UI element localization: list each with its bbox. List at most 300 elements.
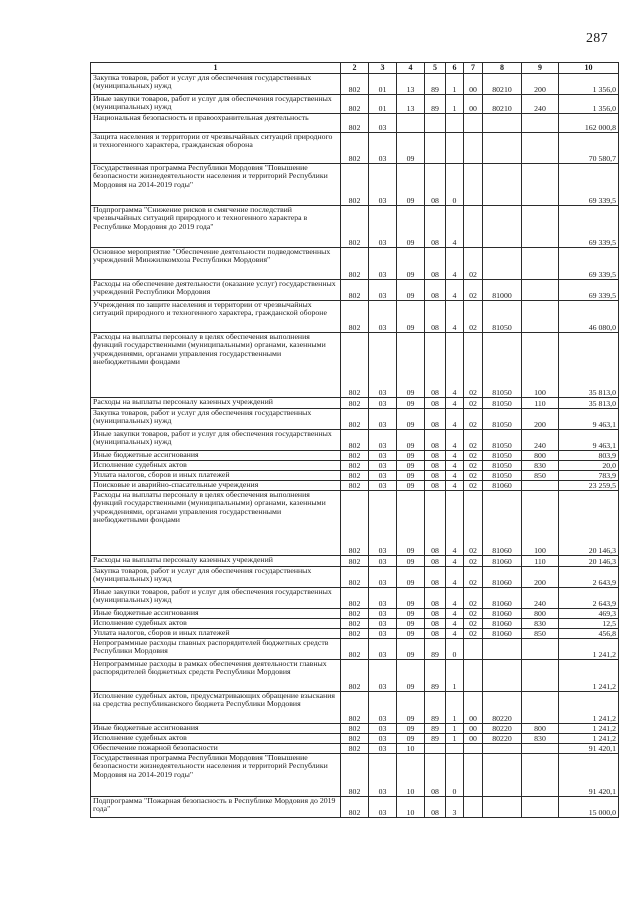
column-header: 7 xyxy=(464,63,483,74)
direction-cell xyxy=(483,248,522,280)
gl-code-cell: 802 xyxy=(341,206,369,248)
subsection-cell: 10 xyxy=(397,744,425,754)
item-name-cell: Расходы на выплаты персоналу в целях обеспечения выполнения функций государственными (муниципальными) органами, казенными учреждениями, органами управления государственными внебюджетными фондами xyxy=(91,333,341,398)
table-row xyxy=(91,471,619,481)
main-activity-cell: 02 xyxy=(464,629,483,639)
main-activity-cell: 02 xyxy=(464,609,483,619)
direction-cell: 81050 xyxy=(483,430,522,451)
amount-cell: 1 356,0 xyxy=(559,95,619,114)
section-cell: 03 xyxy=(369,114,397,133)
gl-code-cell: 802 xyxy=(341,248,369,280)
subprogram-cell: 3 xyxy=(446,797,464,818)
gl-code-cell: 802 xyxy=(341,639,369,660)
amount-cell: 20 146,3 xyxy=(559,491,619,556)
gl-code-cell: 802 xyxy=(341,95,369,114)
gl-code-cell: 802 xyxy=(341,588,369,609)
program-cell: 08 xyxy=(425,556,446,567)
item-name-cell: Уплата налогов, сборов и иных платежей xyxy=(91,471,341,481)
subprogram-cell: 4 xyxy=(446,609,464,619)
item-name-cell: Иные бюджетные ассигнования xyxy=(91,609,341,619)
section-cell: 03 xyxy=(369,619,397,629)
main-activity-cell xyxy=(464,754,483,797)
subsection-cell: 09 xyxy=(397,333,425,398)
section-cell: 03 xyxy=(369,491,397,556)
direction-cell: 81050 xyxy=(483,398,522,409)
section-cell: 03 xyxy=(369,744,397,754)
program-cell: 08 xyxy=(425,461,446,471)
subsection-cell: 09 xyxy=(397,451,425,461)
program-cell: 89 xyxy=(425,639,446,660)
amount-cell: 2 643,9 xyxy=(559,567,619,588)
expense-type-cell: 850 xyxy=(522,471,559,481)
section-cell: 03 xyxy=(369,301,397,333)
amount-cell: 9 463,1 xyxy=(559,409,619,430)
table-row xyxy=(91,744,619,754)
section-cell: 03 xyxy=(369,451,397,461)
subprogram-cell: 1 xyxy=(446,660,464,692)
table-row xyxy=(91,114,619,133)
table-row xyxy=(91,133,619,164)
amount-cell: 1 356,0 xyxy=(559,74,619,95)
table-row xyxy=(91,797,619,818)
subsection-cell xyxy=(397,114,425,133)
section-cell: 03 xyxy=(369,754,397,797)
direction-cell xyxy=(483,164,522,206)
gl-code-cell: 802 xyxy=(341,609,369,619)
section-cell: 03 xyxy=(369,734,397,744)
amount-cell: 91 420,1 xyxy=(559,744,619,754)
expense-type-cell xyxy=(522,133,559,164)
section-cell: 03 xyxy=(369,471,397,481)
subprogram-cell: 0 xyxy=(446,164,464,206)
subsection-cell: 09 xyxy=(397,471,425,481)
table-row xyxy=(91,567,619,588)
amount-cell: 456,8 xyxy=(559,629,619,639)
amount-cell: 162 000,8 xyxy=(559,114,619,133)
table-row xyxy=(91,430,619,451)
subsection-cell: 13 xyxy=(397,74,425,95)
program-cell: 08 xyxy=(425,609,446,619)
amount-cell: 69 339,5 xyxy=(559,206,619,248)
direction-cell: 81050 xyxy=(483,333,522,398)
expense-type-cell: 830 xyxy=(522,461,559,471)
column-header: 3 xyxy=(369,63,397,74)
main-activity-cell: 02 xyxy=(464,301,483,333)
gl-code-cell: 802 xyxy=(341,629,369,639)
table-row xyxy=(91,639,619,660)
item-name-cell: Исполнение судебных актов xyxy=(91,461,341,471)
column-header: 4 xyxy=(397,63,425,74)
expense-type-cell: 100 xyxy=(522,491,559,556)
subprogram-cell: 1 xyxy=(446,692,464,724)
subprogram-cell: 1 xyxy=(446,734,464,744)
direction-cell: 81050 xyxy=(483,451,522,461)
main-activity-cell xyxy=(464,744,483,754)
expense-type-cell xyxy=(522,754,559,797)
gl-code-cell: 802 xyxy=(341,754,369,797)
table-row xyxy=(91,95,619,114)
gl-code-cell: 802 xyxy=(341,660,369,692)
main-activity-cell: 02 xyxy=(464,556,483,567)
item-name-cell: Государственная программа Республики Мордовия "Повышение безопасности жизнедеятельности населения и территорий Республики Мордовия на 2014-2019 годы" xyxy=(91,754,341,797)
expense-type-cell: 200 xyxy=(522,409,559,430)
expense-type-cell: 830 xyxy=(522,734,559,744)
program-cell: 08 xyxy=(425,398,446,409)
item-name-cell: Основное мероприятие "Обеспечение деятельности подведомственных учреждений Минжилкомхоза Республики Мордовия" xyxy=(91,248,341,280)
direction-cell xyxy=(483,797,522,818)
section-cell: 03 xyxy=(369,398,397,409)
direction-cell xyxy=(483,744,522,754)
main-activity-cell xyxy=(464,164,483,206)
main-activity-cell: 00 xyxy=(464,724,483,734)
expense-type-cell xyxy=(522,248,559,280)
subsection-cell: 09 xyxy=(397,430,425,451)
expense-type-cell: 200 xyxy=(522,74,559,95)
expense-type-cell: 800 xyxy=(522,724,559,734)
gl-code-cell: 802 xyxy=(341,491,369,556)
amount-cell: 69 339,5 xyxy=(559,280,619,301)
direction-cell: 81060 xyxy=(483,588,522,609)
item-name-cell: Расходы на выплаты персоналу казенных учреждений xyxy=(91,398,341,409)
subprogram-cell: 4 xyxy=(446,451,464,461)
amount-cell: 1 241,2 xyxy=(559,724,619,734)
gl-code-cell: 802 xyxy=(341,133,369,164)
expense-type-cell xyxy=(522,280,559,301)
item-name-cell: Расходы на выплаты персоналу в целях обеспечения выполнения функций государственными (муниципальными) органами, казенными учреждениями, органами управления государственными внебюджетными фондами xyxy=(91,491,341,556)
gl-code-cell: 802 xyxy=(341,114,369,133)
program-cell: 08 xyxy=(425,588,446,609)
section-cell: 01 xyxy=(369,74,397,95)
amount-cell: 46 080,0 xyxy=(559,301,619,333)
section-cell: 03 xyxy=(369,280,397,301)
direction-cell xyxy=(483,206,522,248)
column-header: 10 xyxy=(559,63,619,74)
program-cell: 08 xyxy=(425,471,446,481)
main-activity-cell: 02 xyxy=(464,398,483,409)
table-row xyxy=(91,724,619,734)
gl-code-cell: 802 xyxy=(341,692,369,724)
subsection-cell: 09 xyxy=(397,734,425,744)
direction-cell xyxy=(483,754,522,797)
expense-type-cell xyxy=(522,797,559,818)
subsection-cell: 09 xyxy=(397,491,425,556)
direction-cell: 81050 xyxy=(483,301,522,333)
main-activity-cell xyxy=(464,660,483,692)
expense-type-cell: 240 xyxy=(522,95,559,114)
item-name-cell: Обеспечение пожарной безопасности xyxy=(91,744,341,754)
program-cell: 89 xyxy=(425,724,446,734)
program-cell: 89 xyxy=(425,692,446,724)
item-name-cell: Исполнение судебных актов xyxy=(91,619,341,629)
subsection-cell: 09 xyxy=(397,133,425,164)
section-cell: 03 xyxy=(369,609,397,619)
expense-type-cell xyxy=(522,692,559,724)
subprogram-cell: 4 xyxy=(446,206,464,248)
direction-cell: 81060 xyxy=(483,619,522,629)
expense-type-cell: 240 xyxy=(522,430,559,451)
direction-cell: 81060 xyxy=(483,609,522,619)
amount-cell: 23 259,5 xyxy=(559,481,619,491)
main-activity-cell: 02 xyxy=(464,619,483,629)
item-name-cell: Уплата налогов, сборов и иных платежей xyxy=(91,629,341,639)
budget-table xyxy=(90,62,619,818)
table-row xyxy=(91,588,619,609)
section-cell: 03 xyxy=(369,556,397,567)
table-row xyxy=(91,556,619,567)
subprogram-cell: 4 xyxy=(446,333,464,398)
subsection-cell: 09 xyxy=(397,301,425,333)
amount-cell: 69 339,5 xyxy=(559,164,619,206)
program-cell xyxy=(425,114,446,133)
section-cell: 03 xyxy=(369,588,397,609)
section-cell: 03 xyxy=(369,692,397,724)
subprogram-cell: 4 xyxy=(446,398,464,409)
section-cell: 01 xyxy=(369,95,397,114)
main-activity-cell: 02 xyxy=(464,430,483,451)
amount-cell: 1 241,2 xyxy=(559,734,619,744)
amount-cell: 1 241,2 xyxy=(559,692,619,724)
subprogram-cell: 4 xyxy=(446,629,464,639)
main-activity-cell: 02 xyxy=(464,280,483,301)
program-cell xyxy=(425,133,446,164)
program-cell: 08 xyxy=(425,629,446,639)
gl-code-cell: 802 xyxy=(341,471,369,481)
amount-cell: 69 339,5 xyxy=(559,248,619,280)
column-header: 2 xyxy=(341,63,369,74)
direction-cell: 80220 xyxy=(483,692,522,724)
main-activity-cell: 00 xyxy=(464,95,483,114)
item-name-cell: Иные бюджетные ассигнования xyxy=(91,451,341,461)
item-name-cell: Подпрограмма "Пожарная безопасность в Республике Мордовия до 2019 года" xyxy=(91,797,341,818)
subsection-cell: 13 xyxy=(397,95,425,114)
main-activity-cell xyxy=(464,114,483,133)
direction-cell: 81060 xyxy=(483,629,522,639)
subprogram-cell xyxy=(446,133,464,164)
program-cell: 08 xyxy=(425,280,446,301)
subprogram-cell: 4 xyxy=(446,588,464,609)
item-name-cell: Иные бюджетные ассигнования xyxy=(91,724,341,734)
main-activity-cell xyxy=(464,797,483,818)
program-cell: 08 xyxy=(425,301,446,333)
item-name-cell: Расходы на обеспечение деятельности (оказание услуг) государственных учреждений Республики Мордовия xyxy=(91,280,341,301)
expense-type-cell: 200 xyxy=(522,567,559,588)
table-row xyxy=(91,461,619,471)
main-activity-cell: 02 xyxy=(464,481,483,491)
expense-type-cell xyxy=(522,744,559,754)
item-name-cell: Непрограммные расходы главных распорядителей бюджетных средств Республики Мордовия xyxy=(91,639,341,660)
program-cell: 08 xyxy=(425,248,446,280)
item-name-cell: Национальная безопасность и правоохранительная деятельность xyxy=(91,114,341,133)
program-cell: 08 xyxy=(425,567,446,588)
subsection-cell: 09 xyxy=(397,164,425,206)
gl-code-cell: 802 xyxy=(341,398,369,409)
column-header: 5 xyxy=(425,63,446,74)
gl-code-cell: 802 xyxy=(341,451,369,461)
main-activity-cell: 02 xyxy=(464,248,483,280)
table-row xyxy=(91,248,619,280)
subprogram-cell: 0 xyxy=(446,639,464,660)
amount-cell: 20 146,3 xyxy=(559,556,619,567)
amount-cell: 35 813,0 xyxy=(559,333,619,398)
amount-cell: 2 643,9 xyxy=(559,588,619,609)
direction-cell: 81060 xyxy=(483,481,522,491)
direction-cell: 81050 xyxy=(483,461,522,471)
subprogram-cell: 4 xyxy=(446,556,464,567)
table-row xyxy=(91,481,619,491)
gl-code-cell: 802 xyxy=(341,556,369,567)
section-cell: 03 xyxy=(369,797,397,818)
main-activity-cell: 00 xyxy=(464,74,483,95)
subprogram-cell: 4 xyxy=(446,481,464,491)
program-cell: 89 xyxy=(425,74,446,95)
section-cell: 03 xyxy=(369,481,397,491)
subprogram-cell xyxy=(446,114,464,133)
subsection-cell: 09 xyxy=(397,692,425,724)
amount-cell: 469,3 xyxy=(559,609,619,619)
program-cell: 89 xyxy=(425,95,446,114)
subsection-cell: 09 xyxy=(397,398,425,409)
section-cell: 03 xyxy=(369,164,397,206)
gl-code-cell: 802 xyxy=(341,797,369,818)
table-row xyxy=(91,660,619,692)
subsection-cell: 09 xyxy=(397,567,425,588)
subprogram-cell: 1 xyxy=(446,724,464,734)
table-row xyxy=(91,398,619,409)
gl-code-cell: 802 xyxy=(341,619,369,629)
subsection-cell: 09 xyxy=(397,248,425,280)
subprogram-cell: 4 xyxy=(446,461,464,471)
amount-cell: 20,0 xyxy=(559,461,619,471)
main-activity-cell: 02 xyxy=(464,409,483,430)
amount-cell: 70 580,7 xyxy=(559,133,619,164)
direction-cell: 81050 xyxy=(483,471,522,481)
subprogram-cell: 4 xyxy=(446,248,464,280)
section-cell: 03 xyxy=(369,248,397,280)
direction-cell: 81060 xyxy=(483,567,522,588)
subprogram-cell: 4 xyxy=(446,430,464,451)
direction-cell: 80220 xyxy=(483,724,522,734)
direction-cell: 81060 xyxy=(483,556,522,567)
gl-code-cell: 802 xyxy=(341,409,369,430)
subprogram-cell: 4 xyxy=(446,619,464,629)
section-cell: 03 xyxy=(369,461,397,471)
gl-code-cell: 802 xyxy=(341,724,369,734)
subsection-cell: 09 xyxy=(397,619,425,629)
main-activity-cell: 00 xyxy=(464,692,483,724)
subsection-cell: 09 xyxy=(397,280,425,301)
item-name-cell: Исполнение судебных актов xyxy=(91,734,341,744)
main-activity-cell: 02 xyxy=(464,333,483,398)
table-row xyxy=(91,74,619,95)
table-row xyxy=(91,301,619,333)
direction-cell: 81060 xyxy=(483,491,522,556)
expense-type-cell: 830 xyxy=(522,619,559,629)
expense-type-cell xyxy=(522,206,559,248)
column-header: 9 xyxy=(522,63,559,74)
column-header: 1 xyxy=(91,63,341,74)
table-header-row xyxy=(91,63,619,74)
section-cell: 03 xyxy=(369,333,397,398)
direction-cell: 81050 xyxy=(483,409,522,430)
expense-type-cell xyxy=(522,660,559,692)
table-row xyxy=(91,629,619,639)
item-name-cell: Поисковые и аварийно-спасательные учреждения xyxy=(91,481,341,491)
table-row xyxy=(91,609,619,619)
subprogram-cell: 4 xyxy=(446,471,464,481)
item-name-cell: Непрограммные расходы в рамках обеспечения деятельности главных распорядителей бюджетных средств Республики Мордовия xyxy=(91,660,341,692)
table-row xyxy=(91,333,619,398)
gl-code-cell: 802 xyxy=(341,734,369,744)
item-name-cell: Закупка товаров, работ и услуг для обеспечения государственных (муниципальных) нужд xyxy=(91,74,341,95)
item-name-cell: Государственная программа Республики Мордовия "Повышение безопасности жизнедеятельности населения и территорий Республики Мордовия на 2014-2019 годы" xyxy=(91,164,341,206)
table-row xyxy=(91,280,619,301)
expense-type-cell: 800 xyxy=(522,451,559,461)
subprogram-cell: 1 xyxy=(446,74,464,95)
section-cell: 03 xyxy=(369,409,397,430)
program-cell: 08 xyxy=(425,481,446,491)
table-row xyxy=(91,409,619,430)
item-name-cell: Расходы на выплаты персоналу казенных учреждений xyxy=(91,556,341,567)
subsection-cell: 09 xyxy=(397,609,425,619)
gl-code-cell: 802 xyxy=(341,164,369,206)
main-activity-cell: 02 xyxy=(464,491,483,556)
main-activity-cell xyxy=(464,206,483,248)
direction-cell xyxy=(483,114,522,133)
expense-type-cell xyxy=(522,164,559,206)
main-activity-cell xyxy=(464,639,483,660)
subsection-cell: 10 xyxy=(397,754,425,797)
subsection-cell: 09 xyxy=(397,724,425,734)
section-cell: 03 xyxy=(369,660,397,692)
table-row xyxy=(91,734,619,744)
expense-type-cell: 240 xyxy=(522,588,559,609)
gl-code-cell: 802 xyxy=(341,481,369,491)
subprogram-cell xyxy=(446,744,464,754)
amount-cell: 1 241,2 xyxy=(559,660,619,692)
direction-cell xyxy=(483,660,522,692)
direction-cell: 80220 xyxy=(483,734,522,744)
item-name-cell: Иные закупки товаров, работ и услуг для обеспечения государственных (муниципальных) нужд xyxy=(91,95,341,114)
subsection-cell: 09 xyxy=(397,481,425,491)
item-name-cell: Учреждения по защите населения и территории от чрезвычайных ситуаций природного и техногенного характера, гражданской обороне xyxy=(91,301,341,333)
table-body xyxy=(91,74,619,818)
subsection-cell: 10 xyxy=(397,797,425,818)
gl-code-cell: 802 xyxy=(341,461,369,471)
main-activity-cell: 02 xyxy=(464,451,483,461)
subprogram-cell: 4 xyxy=(446,280,464,301)
program-cell: 08 xyxy=(425,754,446,797)
main-activity-cell: 02 xyxy=(464,567,483,588)
main-activity-cell: 02 xyxy=(464,471,483,481)
subprogram-cell: 4 xyxy=(446,301,464,333)
subsection-cell: 09 xyxy=(397,660,425,692)
subprogram-cell: 4 xyxy=(446,409,464,430)
section-cell: 03 xyxy=(369,133,397,164)
item-name-cell: Иные закупки товаров, работ и услуг для обеспечения государственных (муниципальных) нужд xyxy=(91,430,341,451)
program-cell: 08 xyxy=(425,619,446,629)
program-cell xyxy=(425,744,446,754)
amount-cell: 1 241,2 xyxy=(559,639,619,660)
gl-code-cell: 802 xyxy=(341,280,369,301)
amount-cell: 15 000,0 xyxy=(559,797,619,818)
table-row xyxy=(91,206,619,248)
direction-cell xyxy=(483,133,522,164)
subsection-cell: 09 xyxy=(397,206,425,248)
main-activity-cell: 02 xyxy=(464,461,483,471)
program-cell: 08 xyxy=(425,333,446,398)
table-row xyxy=(91,491,619,556)
expense-type-cell: 800 xyxy=(522,609,559,619)
